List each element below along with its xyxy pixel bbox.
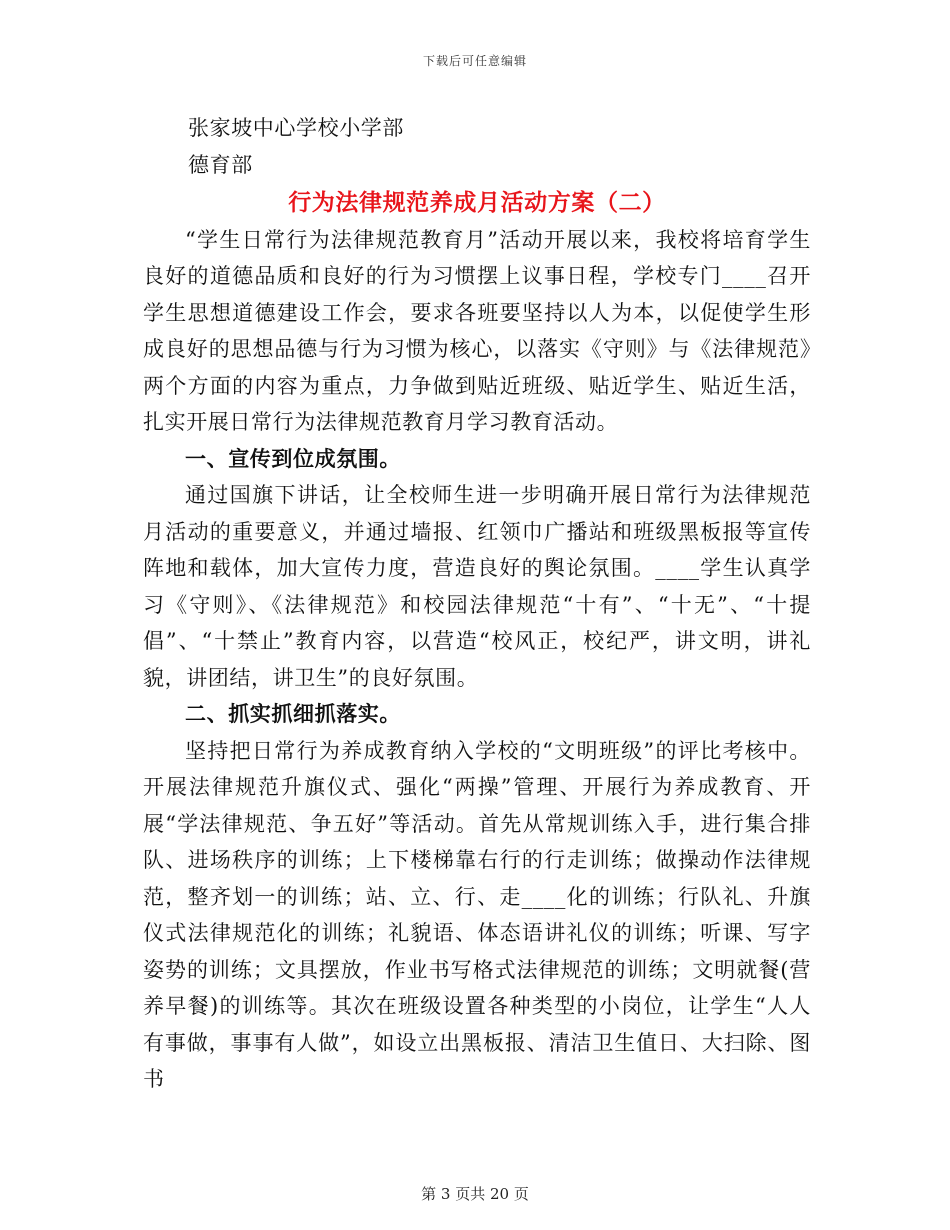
section-2-paragraph: 坚持把日常行为养成教育纳入学校的“文明班级”的评比考核中。开展法律规范升旗仪式、强化“两操”管理、开展行为养成教育、开展“学法律规范、争五好”等活动。首先从常规训练入手，进行集合排队、进场秩序的训练；上下楼梯靠右行的行走训练；做操动作法律规范，整齐划一的训练；站、立、行、走____化的训练；行队礼、升旗仪式法律规范化的训练；礼貌语、体态语讲礼仪的训练；听课、写字姿势的训练；文具摆放，作业书写格式法律规范的训练；文明就餐(营养早餐)的训练等。其次在班级设置各种类型的小岗位，让学生“人人有事做，事事有人做”，如设立出黑板报、清洁卫生值日、大扫除、图书	[143, 738, 811, 1091]
department-name: 德育部	[188, 152, 253, 177]
document-body	[143, 110, 811, 1098]
section-1-heading: 一、宣传到位成氛围。	[185, 445, 401, 471]
section-1-paragraph: 通过国旗下讲话，让全校师生进一步明确开展日常行为法律规范月活动的重要意义，并通过墙报、红领巾广播站和班级黑板报等宣传阵地和载体，加大宣传力度，营造良好的舆论氛围。____学生认真学习《守则》、《法律规范》和校园法律规范“十有”、“十无”、“十提倡”、“十禁止”教育内容，以营造“校风正，校纪严，讲文明，讲礼貌，讲团结，讲卫生”的良好氛围。	[143, 483, 811, 690]
document-title: 行为法律规范养成月活动方案（二）	[288, 189, 666, 216]
school-name: 张家坡中心学校小学部	[188, 116, 404, 140]
page-header-note: 下载后可任意编辑	[422, 54, 527, 68]
intro-paragraph: “学生日常行为法律规范教育月”活动开展以来，我校将培育学生良好的道德品质和良好的行为习惯摆上议事日程，学校专门____召开学生思想道德建设工作会，要求各班要坚持以人为本，以促使学生形成良好的思想品德与行为习惯为核心，以落实《守则》与《法律规范》两个方面的内容为重点，力争做到贴近班级、贴近学生、贴近生活，扎实开展日常行为法律规范教育月学习教育活动。	[143, 227, 811, 434]
section-2-heading: 二、抓实抓细抓落实。	[185, 701, 401, 726]
page-number-footer: 第 3 页共 20 页	[421, 1185, 529, 1203]
